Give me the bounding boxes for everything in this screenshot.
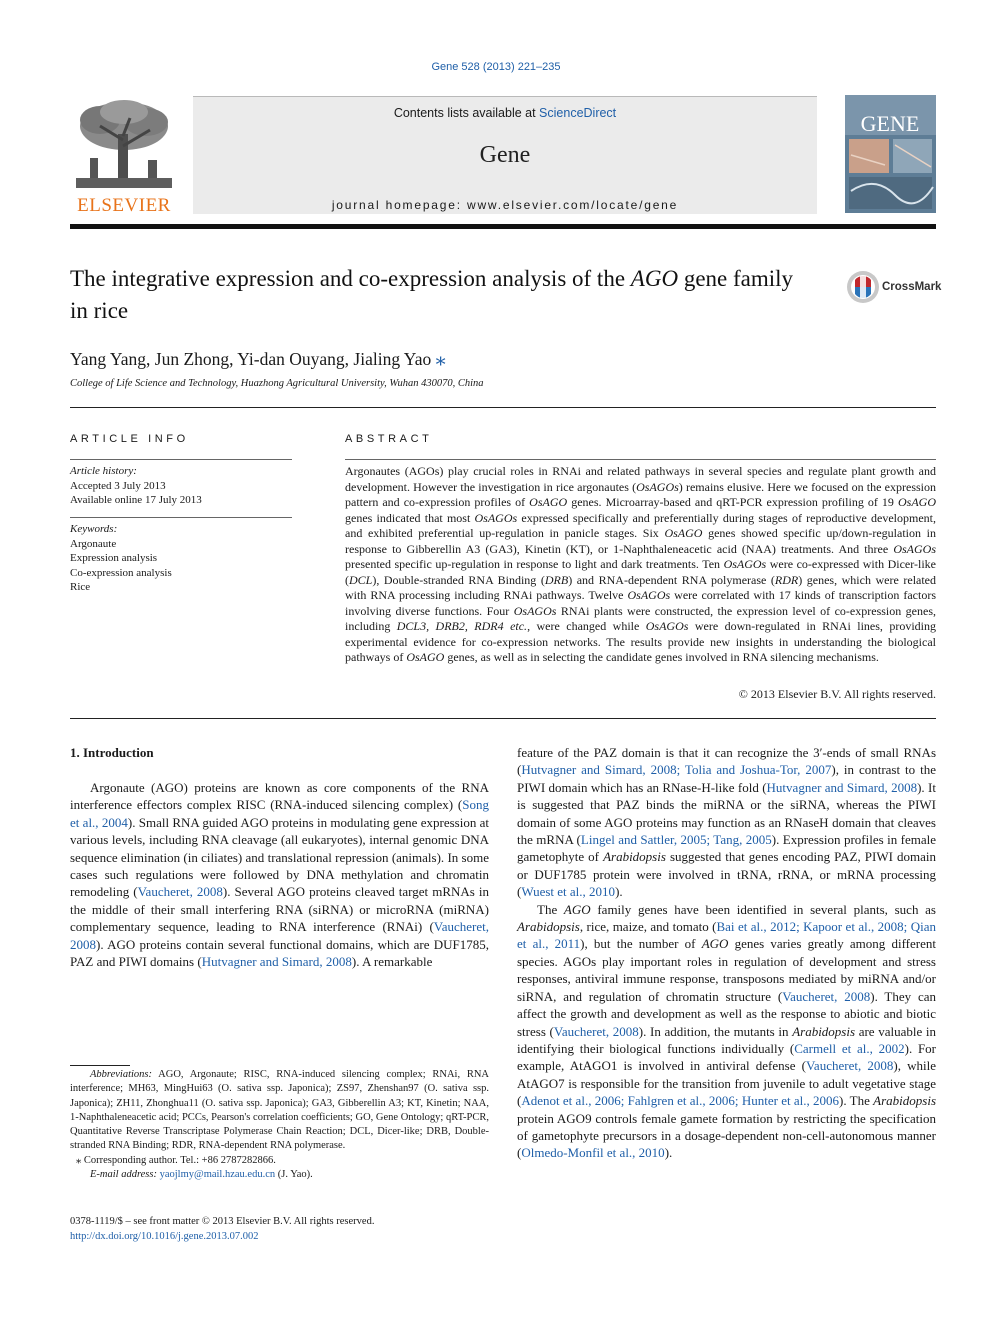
citation-link[interactable]: Lingel and Sattler, 2005; Tang, 2005	[580, 832, 772, 848]
abbreviations-footnote: Abbreviations: AGO, Argonaute; RISC, RNA-induced silencing complex; RNAi, RNA interference; MH63, MingHui63 (O. sativa ssp. Japonica); ZS97, Zhenshan97 (O. sativa ssp. Japonica); ZH11, Zhonghua11 (O. sativa ssp. Japonica); GA3, Gibberellin A3; KT, Kinetin; NAA, 1-Naphthaleneacetic acid; PCCs, Pearson's correlation coefficients; GO, Gene Ontology; qRT-PCR, Quantitative Reverse Transcriptase Polymerase Chain Reaction; DCL, Dicer-like; DRB, Double-stranded RNA Binding; RDR, RNA-dependent RNA polymerase.	[70, 1069, 489, 1152]
info-rule	[70, 517, 292, 518]
elsevier-tree-icon	[70, 96, 178, 192]
citation-link[interactable]: Bai et al., 2012; Kapoor et al., 2008; Qian et al., 2011	[517, 919, 936, 952]
journal-cover-image	[845, 95, 936, 213]
section-divider	[70, 718, 936, 719]
keywords-label: Keywords:	[70, 523, 118, 535]
info-rule	[70, 459, 292, 460]
keywords	[70, 522, 172, 595]
citation-link[interactable]: Song et al., 2004	[70, 797, 489, 830]
body-column-left	[70, 779, 489, 970]
abstract-copyright: © 2013 Elsevier B.V. All rights reserved.	[738, 687, 936, 701]
history-label: Article history:	[70, 465, 137, 477]
citation-link[interactable]: Wuest et al., 2010	[521, 884, 616, 900]
journal-cover-thumbnail[interactable]	[845, 95, 936, 213]
paragraph: feature of the PAZ domain is that it can recognize the 3′-ends of small RNAs (Hutvagner and Simard, 2008; Tolia and Joshua-Tor, 2007), in contrast to the PIWI domain which has an RNase-H-like fold (Hutvagner and Simard, 2008). It is suggested that PAZ binds the miRNA or the siRNA, whereas the PIWI domain of some AGO proteins may function as an RNaseH domain that cleaves the mRNA (Lingel and Sattler, 2005; Tang, 2005). Expression profiles in female gametophyte of Arabidopsis suggested that genes encoding PAZ, PIWI domain or DUF1785 protein were involved in tRNA, rRNA, or mRNA processing (Wuest et al., 2010).	[517, 745, 936, 900]
citation-link[interactable]: Vaucheret, 2008	[137, 884, 223, 900]
article-history	[70, 464, 202, 508]
keyword: Argonaute	[70, 537, 117, 550]
citation-link[interactable]: Vaucheret, 2008	[553, 1023, 639, 1039]
elsevier-wordmark: ELSEVIER	[77, 195, 171, 216]
citation-link[interactable]: Vaucheret, 2008	[782, 988, 871, 1004]
citation-link[interactable]: Vaucheret, 2008	[70, 919, 489, 952]
citation-link[interactable]: Olmedo-Monfil et al., 2010	[521, 1145, 665, 1161]
accepted-date: Accepted 3 July 2013	[70, 479, 166, 492]
email-footnote: E-mail address: yaojlmy@mail.hzau.edu.cn (J. Yao).	[90, 1169, 313, 1181]
corresponding-author-mark[interactable]: ⁎	[435, 348, 446, 370]
body-column-right	[517, 744, 936, 1162]
crossmark-icon	[846, 270, 880, 304]
journal-masthead	[193, 96, 817, 214]
affiliation: College of Life Science and Technology, Huazhong Agricultural University, Wuhan 430070, China	[70, 378, 484, 389]
keyword: Co-expression analysis	[70, 566, 172, 579]
keyword: Expression analysis	[70, 552, 158, 565]
front-matter	[70, 1214, 374, 1244]
introduction-heading: 1. Introduction	[70, 745, 154, 760]
authors-text: Yang Yang, Jun Zhong, Yi-dan Ouyang, Jialing Yao	[70, 349, 432, 369]
cover-title: GENE	[860, 111, 920, 136]
journal-name: Gene	[479, 142, 531, 168]
citation-link[interactable]: Hutvagner and Simard, 2008	[766, 779, 918, 795]
doi-link[interactable]: http://dx.doi.org/10.1016/j.gene.2013.07.002	[70, 1231, 259, 1242]
title-text: The integrative expression and co-expression analysis of the	[70, 266, 631, 291]
contents-prefix: Contents lists available at	[393, 106, 540, 120]
email-link[interactable]: yaojlmy@mail.hzau.edu.cn	[159, 1169, 276, 1181]
journal-homepage-link[interactable]: journal homepage: www.elsevier.com/locate/gene	[331, 198, 679, 212]
citation-link[interactable]: Adenot et al., 2006; Fahlgren et al., 2006; Hunter et al., 2006	[521, 1093, 840, 1109]
citation-link[interactable]: Hutvagner and Simard, 2008	[201, 954, 352, 970]
abstract-text: Argonautes (AGOs) play crucial roles in RNAi and related pathways in several species and regulate plant growth and development. However the investigation in rice argonautes (OsAGOs) remains elusive. Here we focused on the expression pattern and co-expression profiles of OsAGO genes. Microarray-based and qRT-PCR expression profiling of 19 OsAGO genes indicated that most OsAGOs expressed specifically and preferentially during stages of reproductive development, and exhibited preferential up-regulation in panicle stages. Six OsAGO genes showed specific up/down-regulation in response to Gibberellin A3 (GA3), Kinetin (KT), or 1-Naphthaleneacetic acid (NAA) treatments. And three OsAGOs presented specific up-regulation in response to light and dark treatments. Ten OsAGOs were co-expressed with Dicer-like (DCL), Double-stranded RNA Binding (DRB) and RNA-dependent RNA polymerase (RDR) genes, which were related with RNA processing including RNAi pathways. Twelve OsAGOs were correlated with 17 kinds of transcription factors involving diverse functions. Four OsAGOs RNAi plants were constructed, the expression level of co-expression genes, including DCL3, DRB2, RDR4 etc., were changed while OsAGOs were down-regulated in RNAi lines, providing experimental evidence for co-expression networks. The results provide new insights in understanding the biological pathways of OsAGO genes, as well as in selecting the candidate genes involved in RNA silencing mechanisms.	[345, 464, 937, 664]
keyword: Rice	[70, 581, 91, 594]
sciencedirect-link[interactable]: ScienceDirect	[539, 106, 617, 120]
abstract-heading: ABSTRACT	[345, 433, 433, 445]
online-date: Available online 17 July 2013	[70, 494, 202, 507]
section-divider	[70, 407, 936, 408]
paragraph: The AGO family genes have been identified in several plants, such as Arabidopsis, rice, maize, and tomato (Bai et al., 2012; Kapoor et al., 2008; Qian et al., 2011), but the number of AGO genes varies greatly among different species. AGOs play important roles in regulation of development and stress responses, antiviral immune response, transposons mediated by miRNA and/or siRNA, and regulation of chromatin structure (Vaucheret, 2008). They can affect the growth and development as well as the response to abiotic and biotic stress (Vaucheret, 2008). In addition, the mutants in Arabidopsis are valuable in identifying their biological functions individually (Carmell et al., 2002). For example, AtAGO1 is involved in antiviral defense (Vaucheret, 2008), while AtAGO7 is responsible for the transition from juvenile to adult vegetative stage (Adenot et al., 2006; Fahlgren et al., 2006; Hunter et al., 2006). The Arabidopsis protein AGO9 controls female gamete formation by restricting the specification of gametophyte precursors in a dosage-dependent non-cell-autonomous manner (Olmedo-Monfil et al., 2010).	[517, 901, 937, 1161]
crossmark-badge[interactable]	[846, 270, 946, 304]
issn-line: 0378-1119/$ – see front matter © 2013 Elsevier B.V. All rights reserved.	[70, 1216, 375, 1227]
paragraph: Argonaute (AGO) proteins are known as core components of the RNA interference effectors complex RISC (RNA-induced silencing complex) (Song et al., 2004). Small RNA guided AGO proteins in modulating gene expression at various levels, including RNA cleavage (all eukaryotes), internal genomic DNA sequence elimination (in ciliates) and translational repression (animals). In some cases such regulations were followed by DNA methylation and chromatin remodeling (Vaucheret, 2008). Several AGO proteins cleaved target mRNAs in the middle of their small interfering RNA (siRNA) or microRNA (miRNA) complementary sequence, leading to RNA interference (RNAi) (Vaucheret, 2008). AGO proteins contain several functional domains, which are DUF1785, PAZ and PIWI domains (Hutvagner and Simard, 2008). A remarkable	[70, 780, 489, 970]
citation-link[interactable]: Vaucheret, 2008	[805, 1058, 894, 1074]
citation-link[interactable]: Carmell et al., 2002	[794, 1040, 905, 1056]
footnotes	[70, 1068, 489, 1182]
contents-availability	[193, 106, 817, 120]
elsevier-logo	[70, 96, 178, 216]
title-gene-name: AGO	[630, 266, 679, 291]
title-text-end: gene family in rice	[70, 266, 794, 323]
article-info-heading: ARTICLE INFO	[70, 433, 189, 445]
corresponding-author-footnote: ⁎ Corresponding author. Tel.: +86 2787282866.	[76, 1154, 276, 1166]
author-list	[70, 346, 446, 371]
abstract-rule	[345, 459, 936, 460]
journal-citation[interactable]: Gene 528 (2013) 221–235	[431, 61, 561, 73]
header-rule	[70, 224, 936, 229]
crossmark-label: CrossMark	[882, 281, 942, 293]
footnote-rule	[70, 1065, 130, 1066]
citation-link[interactable]: Hutvagner and Simard, 2008; Tolia and Joshua-Tor, 2007	[521, 762, 832, 778]
article-title	[70, 263, 810, 327]
